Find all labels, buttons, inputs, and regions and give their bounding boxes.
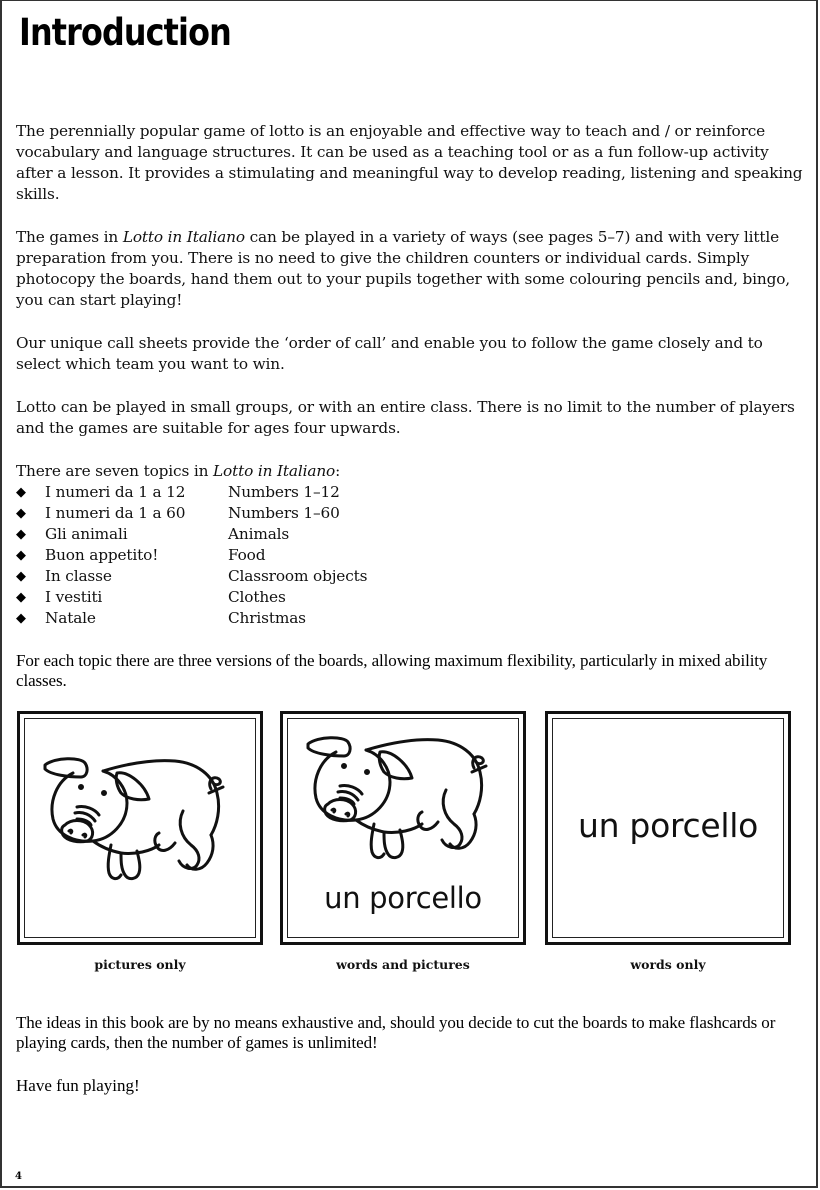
intro-paragraph-2: [16, 227, 806, 311]
diamond-bullet-icon: ◆: [16, 527, 26, 542]
board-words-and-pictures: [280, 711, 526, 945]
diamond-bullet-icon: ◆: [16, 506, 26, 521]
diamond-bullet-icon: ◆: [16, 611, 26, 626]
closing-paragraph: The ideas in this book are by no means exhaustive and, should you decide to cut the boards to make flashcards or playing cards, then the number of games is unlimited!: [16, 1013, 776, 1052]
board-caption: words and pictures: [336, 957, 470, 972]
topic-english: Christmas: [228, 609, 306, 627]
board-inner-frame: [24, 718, 256, 938]
text-span: can be played in a variety of ways (see pages 5–7) and with very little preparation from you. There is no need to give the children counters or individual cards. Simply photocopy the boards, hand them out to your pupils together with some colouring pencils and, bingo, you can start playing!: [16, 228, 790, 309]
closing-line: Have fun playing!: [16, 1076, 140, 1095]
topic-list: [16, 482, 367, 629]
topic-item: [16, 566, 367, 587]
topic-italian: In classe: [45, 567, 112, 585]
topic-item: [16, 482, 367, 503]
diamond-bullet-icon: ◆: [16, 485, 26, 500]
diamond-bullet-icon: ◆: [16, 590, 26, 605]
board-examples: [16, 711, 796, 972]
board-caption: pictures only: [94, 957, 186, 972]
topic-italian: I numeri da 1 a 60: [45, 504, 186, 522]
pig-icon: [304, 734, 490, 874]
topic-item: [16, 587, 367, 608]
topic-item: [16, 503, 367, 524]
card-word-label: un porcello: [578, 806, 758, 845]
board-versions-paragraph: For each topic there are three versions of the boards, allowing maximum flexibility, particularly in mixed ability classes.: [16, 651, 768, 690]
topic-italian: Natale: [45, 609, 96, 627]
topic-italian: I vestiti: [45, 588, 103, 606]
topic-italian: I numeri da 1 a 12: [45, 483, 186, 501]
board-inner-frame: [287, 718, 519, 938]
topic-english: Animals: [228, 525, 290, 543]
topic-item: [16, 545, 367, 566]
text-span: The games in: [16, 228, 123, 246]
text-span: :: [335, 462, 341, 480]
board-caption: words only: [630, 957, 706, 972]
diamond-bullet-icon: ◆: [16, 548, 26, 563]
pig-icon: [41, 755, 227, 895]
topic-english: Numbers 1–60: [228, 504, 340, 522]
topic-english: Numbers 1–12: [228, 483, 340, 501]
topic-italian: Gli animali: [45, 525, 128, 543]
topic-english: Food: [228, 546, 266, 564]
board-inner-frame: [552, 718, 784, 938]
page-number: 4: [15, 1171, 22, 1182]
text-span: There are seven topics in: [16, 462, 214, 480]
intro-paragraph-4: Lotto can be played in small groups, or with an entire class. There is no limit to the number of players and the games are suitable for ages four upwards.: [16, 398, 795, 437]
intro-paragraph-3: Our unique call sheets provide the ‘order of call’ and enable you to follow the game closely and to select which team you want to win.: [16, 334, 763, 373]
board-pictures-only: [17, 711, 263, 945]
intro-paragraph-1: The perennially popular game of lotto is an enjoyable and effective way to teach and / or reinforce vocabulary and language structures. It can be used as a teaching tool or as a fun follow-up activity after a lesson. It provides a stimulating and meaningful way to develop reading, listening and speaking skills.: [16, 122, 803, 203]
topic-italian: Buon appetito!: [45, 546, 159, 564]
topic-english: Classroom objects: [228, 567, 368, 585]
diamond-bullet-icon: ◆: [16, 569, 26, 584]
topic-item: [16, 524, 367, 545]
topics-intro: [16, 461, 806, 482]
book-title-italic: Lotto in Italiano: [122, 228, 245, 246]
topic-english: Clothes: [228, 588, 286, 606]
page-title: Introduction: [19, 11, 231, 54]
board-words-only: [545, 711, 791, 945]
topic-item: [16, 608, 367, 629]
book-title-italic: Lotto in Italiano: [213, 462, 336, 480]
card-word-label: un porcello: [324, 881, 482, 915]
